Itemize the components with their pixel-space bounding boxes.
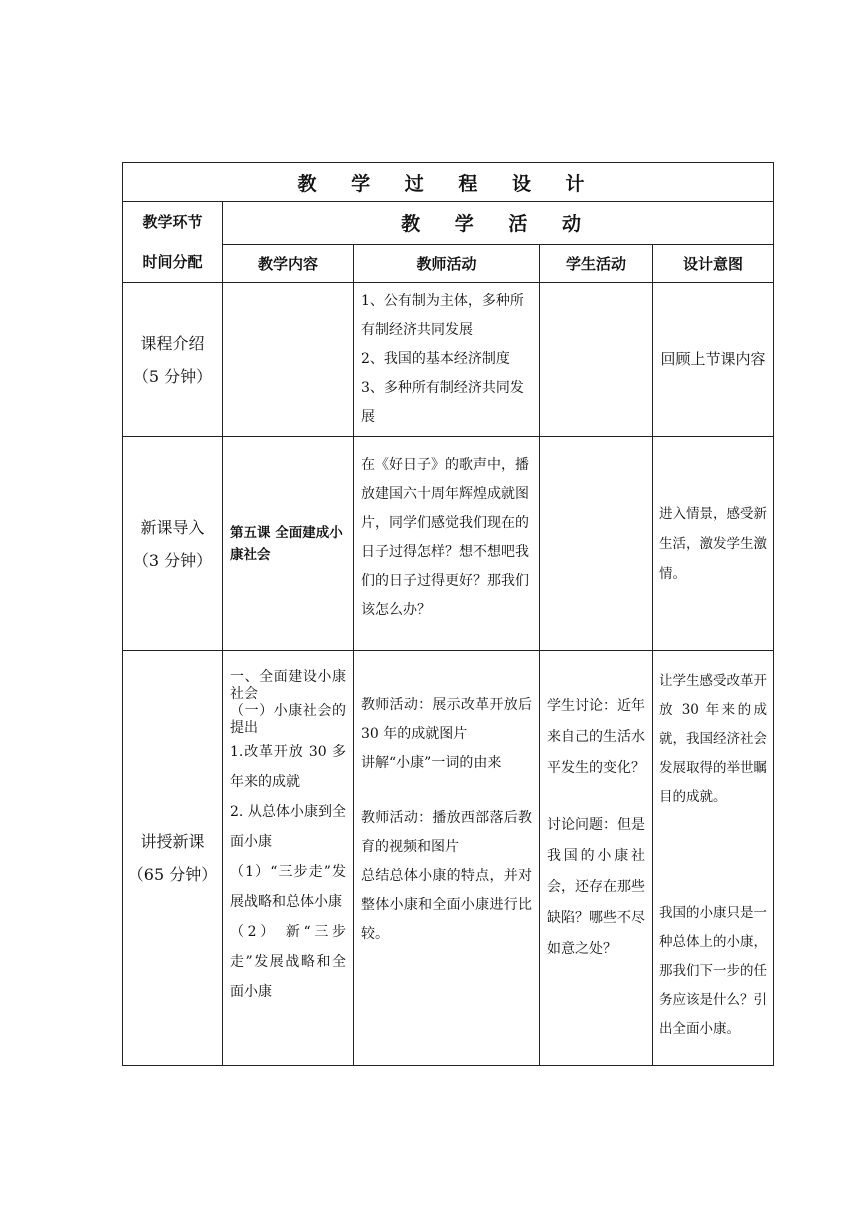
column-header-teacher: 教师活动 <box>354 244 540 282</box>
stage-duration: （65 分钟） <box>127 865 218 884</box>
teacher-item: 2、我国的基本经济制度 <box>361 351 510 367</box>
content-cell: 第五课 全面建成小康社会 <box>223 437 354 651</box>
activity-header: 教 学 活 动 <box>223 202 774 245</box>
table-row <box>123 437 774 651</box>
stage-cell <box>123 437 223 651</box>
table-row <box>123 283 774 437</box>
teacher-item: 讲解“小康”一词的由来 <box>361 755 502 771</box>
teacher-item: 在《好日子》的歌声中，播放建国六十周年辉煌成就图片，同学们感觉我们现在的日子过得怎样？想不想吧我们的日子过得更好？那我们该怎么办？ <box>361 457 529 618</box>
stage-duration: （3 分钟） <box>132 550 213 570</box>
stage-header <box>123 202 223 283</box>
content-item: 1.改革开放 30 多年来的成就 <box>230 744 346 790</box>
table-row <box>123 651 774 1066</box>
teacher-item: 总结总体小康的特点，并对整体小康和全面小康进行比较。 <box>361 868 532 942</box>
column-header-content: 教学内容 <box>223 244 354 282</box>
student-cell <box>540 283 653 437</box>
content-item: （一）小康社会的提出 <box>230 703 346 736</box>
lesson-plan-table <box>122 162 774 1066</box>
student-item: 讨论问题：但是我国的小康社会，还存在那些缺陷？哪些不尽如意之处？ <box>547 817 645 957</box>
teacher-cell <box>354 283 540 437</box>
teacher-item: 3、多种所有制经济共同发展 <box>361 380 524 425</box>
teacher-item: 教师活动：播放西部落后教育的视频和图片 <box>361 810 532 855</box>
student-cell <box>540 437 653 651</box>
teacher-cell <box>354 437 540 651</box>
table-title: 教 学 过 程 设 计 <box>123 163 774 202</box>
content-item: 一、全面建设小康社会 <box>230 669 346 702</box>
stage-header-line-1: 教学环节 <box>142 213 203 231</box>
stage-cell <box>123 651 223 1066</box>
column-header-student: 学生活动 <box>540 244 653 282</box>
stage-name: 讲授新课 <box>140 832 205 851</box>
content-cell <box>223 283 354 437</box>
intent-item: 我国的小康只是一种总体上的小康，那我们下一步的任务应该是什么？引出全面小康。 <box>659 904 768 1037</box>
intent-cell: 进入情景，感受新生活，激发学生激情。 <box>653 437 774 651</box>
teacher-item: 1、公有制为主体，多种所有制经济共同发展 <box>361 293 524 338</box>
teacher-cell <box>354 651 540 1066</box>
content-item: （2） 新“三步走”发展战略和全面小康 <box>230 924 346 1000</box>
stage-name: 课程介绍 <box>140 333 205 353</box>
student-cell <box>540 651 653 1066</box>
stage-duration: （5 分钟） <box>132 366 213 386</box>
intent-cell: 回顾上节课内容 <box>653 283 774 437</box>
column-header-intent: 设计意图 <box>653 244 774 282</box>
content-cell <box>223 651 354 1066</box>
stage-cell <box>123 283 223 437</box>
stage-name: 新课导入 <box>140 517 205 537</box>
intent-cell <box>653 651 774 1066</box>
content-item: （1）“三步走”发展战略和总体小康 <box>230 864 346 910</box>
stage-header-line-2: 时间分配 <box>142 253 203 271</box>
intent-item: 让学生感受改革开放 30 年来的成就，我国经济社会发展取得的举世瞩目的成就。 <box>659 672 768 805</box>
teacher-item: 教师活动：展示改革开放后 30 年的成就图片 <box>361 697 532 742</box>
content-item: 2. 从总体小康到全面小康 <box>230 804 346 850</box>
student-item: 学生讨论：近年来自己的生活水平发生的变化？ <box>547 698 645 776</box>
